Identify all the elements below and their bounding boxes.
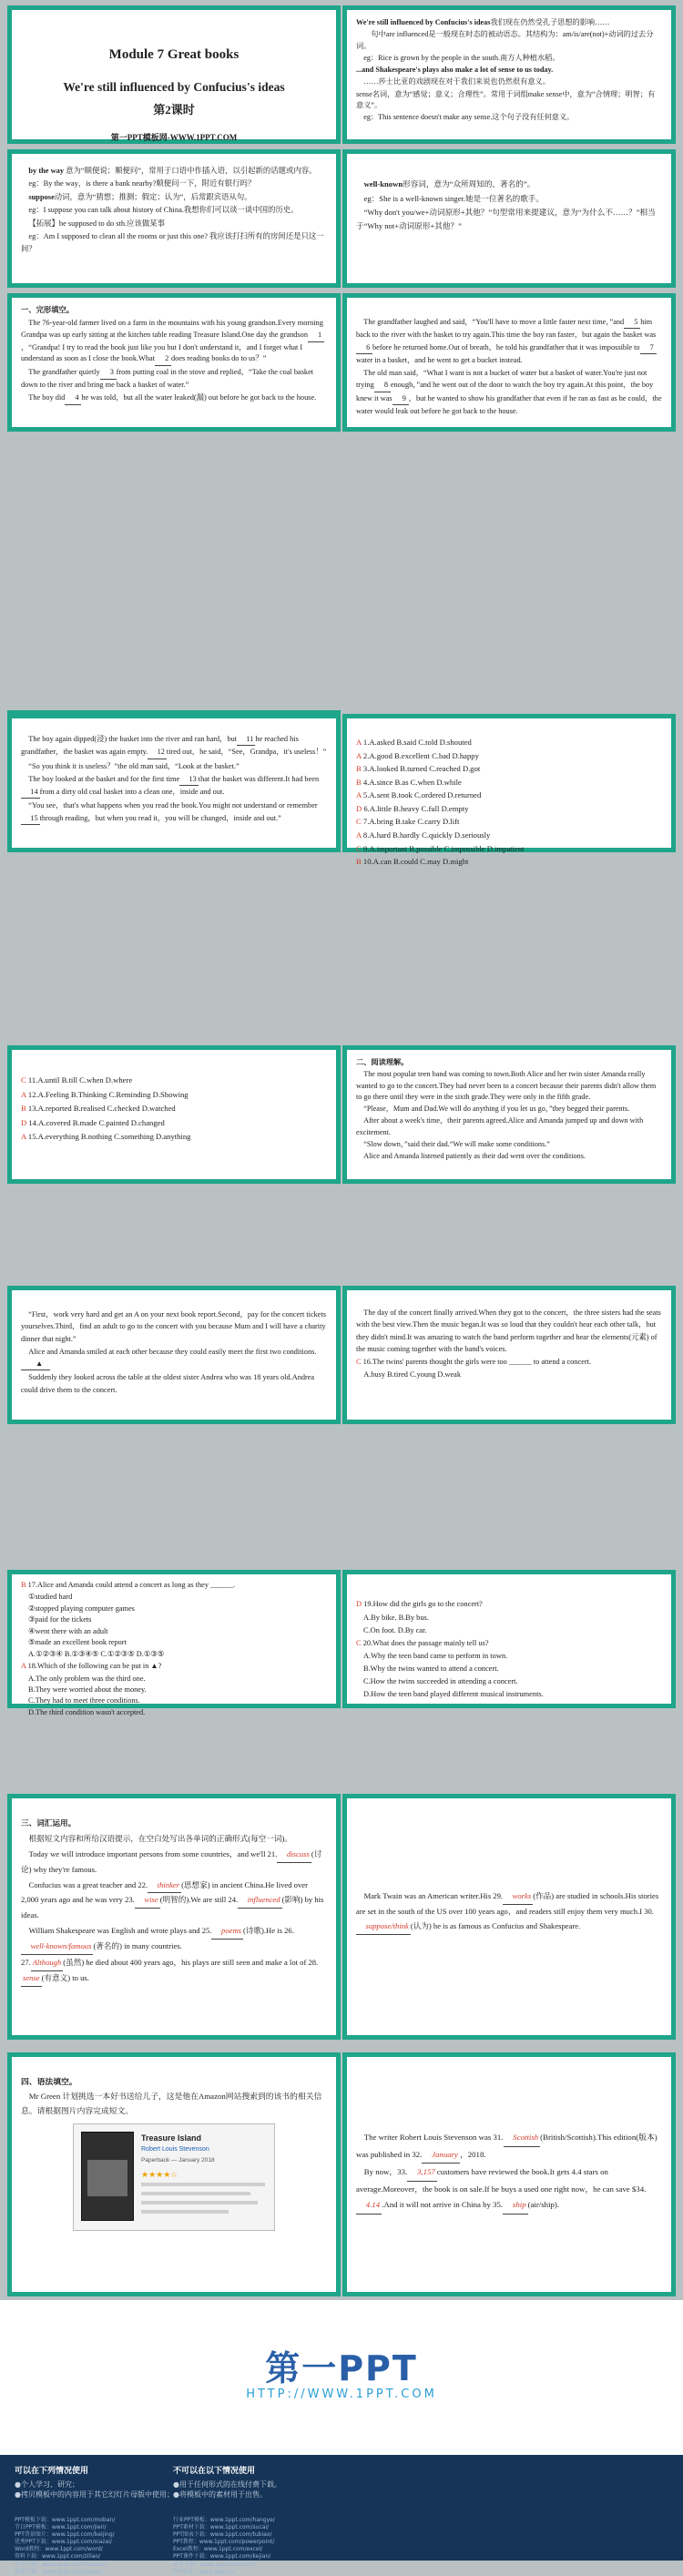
answer-33: 3,157	[407, 2164, 437, 2182]
question-18: A 18.Which of the following can be put in ▲?	[21, 1662, 162, 1671]
slide-cloze-2	[342, 293, 676, 432]
passage-paragraph: Today we will introduce important persons from some countries，and we'll 21. discuss (讨论) why they're famous.	[21, 1848, 322, 1874]
passage-paragraph: The boy looked at the basket and for the first time 13 that the basket was different.It had been14 from a dirty old coal basket into a clean one，inside and out.	[21, 773, 327, 799]
answer-34: 4.14	[356, 2197, 382, 2215]
choice-option: A.The only problem was the third one.	[28, 1674, 146, 1683]
options-list	[21, 1074, 327, 1174]
resource-link[interactable]: 教案下载：www.1ppt.com/jiaoan/	[15, 2568, 103, 2575]
disallowed-uses-title: 不可以在以下情况使用	[173, 2467, 256, 2476]
note-line-cn: 意为“顺便说；顺便问”，常用于口语中作插入语，以引起新的话题或内容。	[66, 167, 317, 175]
note-example: eg：By the way，is there a bank nearby?顺便问一下，附近有银行吗？	[28, 179, 256, 188]
option-answer: B	[21, 1104, 28, 1114]
listing-text-line	[141, 2183, 265, 2186]
slide-notes-2	[7, 149, 341, 288]
note-example: eg：This sentence doesn't make any sense.这个句子没有任何意义。	[363, 113, 575, 122]
passage-paragraph: The day of the concert finally arrived.When they got to the concert，the three sisters had the seats with the best view.Then the music began.It was so loud that they couldn't hear each other talk，but they didn't mind.It was amazing to watch the band perform together and hear the elements(元素) of the music coming together with the band's voices.	[356, 1308, 661, 1353]
usage-line: ●用于任何形式的在线付费下载。	[173, 2480, 281, 2489]
question-18-options	[21, 1674, 327, 1719]
option-text: 7.A.bring B.take C.carry D.lift	[362, 817, 460, 827]
resource-link[interactable]: PPT图表下载：www.1ppt.com/tubiao/	[173, 2531, 272, 2539]
option-answer: C	[21, 1075, 28, 1084]
slide-cloze-3-text	[7, 714, 341, 852]
passage-paragraph: William Shakespeare was English and wrote plays and 25. poems (诗歌).He is 26.well-known/famous (著名的) in many countries.	[21, 1924, 327, 1955]
option-answer: D	[21, 1117, 29, 1127]
resource-link[interactable]: PPT背景图片：www.1ppt.com/beijing/	[15, 2531, 115, 2539]
option-text: 10.A.can B.could C.may D.might	[362, 857, 469, 867]
note-line-cn: 形容词，意为“众所周知的，著名的”。	[403, 179, 535, 188]
slide-vocab-1	[7, 1794, 341, 2040]
blank-12: 12	[148, 746, 167, 759]
book-cover-art	[87, 2160, 127, 2196]
option-row	[356, 789, 662, 802]
note-keyword: suppose	[28, 192, 55, 201]
answer-24: influenced	[238, 1893, 281, 1909]
resource-link[interactable]: 范文下载：www.1ppt.com/fanwen/	[15, 2561, 107, 2568]
slide-notes-3	[342, 149, 676, 288]
slide-options-2	[7, 1045, 341, 1184]
passage-paragraph: By now，33. 3,157 customers have reviewed the book.It gets 4.4 stars on average.Moreover，the book is on sale.If he buys a used one right now，he can save $34.4.14 .And it will not arrive in China by 35. ship (air/ship).	[356, 2164, 662, 2215]
question-17-items	[21, 1592, 327, 1648]
answer-20: C	[356, 1638, 362, 1647]
option-row	[356, 763, 662, 776]
logo-area	[0, 2300, 683, 2455]
option-answer: A	[356, 738, 363, 747]
blank-11: 11	[237, 733, 255, 746]
answer-29: works	[503, 1889, 533, 1905]
note-line	[356, 178, 662, 191]
instructions: 根据短文内容和所给汉语提示，在空白处写出各单词的正确形式(每空一词)。	[28, 1833, 292, 1843]
passage-paragraph: The boy did 4 he was told，but all the water leaked(漏) out before he got back to the house.	[21, 392, 327, 405]
passage-paragraph: After about a week's time，their parents agreed.Alice and Amanda jumped up and down with excitement.	[356, 1116, 644, 1136]
option-row	[356, 843, 662, 856]
passage-paragraph: The most popular teen band was coming to town.Both Alice and her twin sister Amanda really wanted to go to the concert.They had never been to a concert because their parents didn't allow them to go there until they were in the sixth grade.They were only in the fifth grade.	[356, 1070, 657, 1101]
site-url[interactable]: HTTP://WWW.1PPT.COM	[246, 2388, 437, 2401]
answer-19: D	[356, 1600, 362, 1608]
slide-reading-2	[7, 1286, 341, 1424]
passage-paragraph: Alice and Amanda smiled at each other because they could easily meet the first two conditions.▲	[21, 1346, 327, 1371]
blank-7: 7	[640, 341, 657, 354]
usage-line: ●将模板中的素材用于出售。	[173, 2490, 267, 2500]
question-16-options: A.busy B.tired C.young D.weak	[363, 1370, 461, 1380]
resource-links-left	[15, 2517, 115, 2576]
note-line-cn: 我们现在仍然受孔子思想的影响……	[490, 18, 610, 26]
blank-4: 4	[65, 392, 81, 405]
slide-cloze-1	[7, 293, 341, 432]
passage-paragraph: The 76-year-old farmer lived on a farm in the mountains with his young grandson.Every morning Grandpa was up early sitting at the kitchen table reading Treasure Island.One day the grandson 1，“Grandpa! I try to read the book just like you but I don't understand it，and I forget what I understand as soon as I close the book.What 2 does reading books do to us？”	[21, 318, 327, 366]
question-20-options	[356, 1650, 662, 1700]
option-text: 12.A.Feeling B.Thinking C.Reminding D.Showing	[27, 1089, 189, 1099]
blank-5: 5	[624, 316, 640, 329]
section-heading: 二、阅读理解。	[356, 1058, 409, 1066]
option-text: 9.A.important B.possible C.impossible D.impatient	[362, 843, 525, 853]
choice-option: C.How the twins succeeded in attending a concert.	[363, 1677, 518, 1686]
allowed-uses-title: 可以在下列情况使用	[15, 2467, 89, 2476]
template-advertisement	[0, 2300, 683, 2575]
option-text: 8.A.hard B.hardly C.quickly D.seriously	[362, 830, 491, 840]
resource-link[interactable]: 节日PPT模板：www.1ppt.com/jieri/	[15, 2524, 107, 2531]
answer-23: wise	[135, 1893, 160, 1909]
listing-text-line	[141, 2201, 258, 2204]
choice-option: A.By bike. B.By bus.	[363, 1613, 429, 1622]
note-keyword: by the way	[28, 167, 65, 175]
slide-footer: 第一PPT模板网-WWW.1PPT.COM	[110, 133, 238, 143]
note-line	[356, 17, 662, 28]
choice-item: ④went there with an adult	[28, 1626, 108, 1635]
note-line: ……莎士比亚的戏剧现在对于我们来说也仍然很有意义。	[363, 77, 550, 87]
choice-option: D.How the teen band played different musical instruments.	[363, 1690, 544, 1699]
options-list	[356, 737, 662, 867]
answer-35: ship	[503, 2197, 527, 2215]
resource-link[interactable]: Excel教程：www.1ppt.com/excel/	[173, 2546, 263, 2553]
passage-paragraph: Mark Twain was an American writer.His 29. works (作品) are studied in schools.His stories are set in the south of the US over 100 years ago，and readers still enjoy them very much.I 30.suppose/think (认为) he is as famous as Confucius and Shakespeare.	[356, 1889, 662, 1935]
answer-31: Scottish	[504, 2130, 541, 2147]
passage-paragraph: The boy again dipped(浸) the basket into the river and ran hard，but 11 he reached his grandfather，the basket was again empty. 12 tired out，he said，“See，Grandpa，it's useless！”	[21, 733, 327, 759]
choice-option: B.They were worried about the money.	[28, 1685, 147, 1694]
resource-link[interactable]: 试卷下载：www.1ppt.com/shiti/	[173, 2561, 257, 2568]
answer-26: well-known/famous	[21, 1940, 93, 1955]
book-edition: Paperback — January 2018	[141, 2157, 215, 2164]
answer-27: Although	[31, 1956, 64, 1971]
option-row	[21, 1088, 327, 1102]
option-answer: D	[356, 803, 364, 813]
passage-paragraph: 27. Although (虽然) he died about 400 years ago，his plays are still seen and make a lot of 28.sense (有意义) to us.	[21, 1956, 327, 1987]
passage-paragraph: The writer Robert Louis Stevenson was 31. Scottish (British/Scottish).This edition(版本) was published in 32. January ，2018.	[356, 2130, 662, 2164]
book-author: Robert Louis Stevenson	[141, 2146, 209, 2153]
note-example: eg：Am I supposed to clean all the rooms or just this one? 我应该打扫所有的房间还是只这一间？	[21, 232, 324, 253]
listing-text-line	[141, 2192, 250, 2195]
passage-paragraph: The grandfather quietly 3 from putting coal in the stove and replied，“Take the coal basket down to the river and bring me back a basket of water.”	[21, 368, 314, 390]
option-text: 2.A.good B.excellent C.bad D.happy	[362, 750, 479, 760]
question-16: C 16.The twins' parents thought the girls were too ______ to attend a concert.	[356, 1358, 591, 1367]
option-answer: A	[21, 1132, 28, 1142]
passage-paragraph: The grandfather laughed and said，“You'll have to move a little faster next time，”and 5 him back to the river with the basket to try again.This time the boy ran faster，but again the basket was6 before he returned home.Out of breath，he told his grandfather that it was impossible to 7water in a basket，and he went to get a bucket instead.	[356, 318, 657, 364]
note-line	[21, 165, 327, 177]
answer-16: C	[356, 1358, 362, 1367]
option-answer: A	[356, 830, 363, 840]
passage-paragraph: “First，work very hard and get an A on your next book report.Second，pay for the concert tickets yourselves.Third，find an adult to go to the concert with you because Mum and I will have a charity dinner that night.”	[21, 1310, 327, 1343]
resource-link[interactable]: PPT论坛：www.1ppt.cn	[173, 2568, 235, 2575]
listing-text-line	[141, 2210, 229, 2214]
option-row	[21, 1116, 327, 1130]
option-text: 5.A.sent B.took C.ordered D.returned	[362, 790, 482, 800]
resource-link[interactable]: 优秀PPT下载：www.1ppt.com/xiazai/	[15, 2539, 112, 2546]
option-text: 4.A.since B.as C.when D.while	[362, 777, 462, 787]
resource-link[interactable]: PPT模板下载：www.1ppt.com/moban/	[15, 2517, 116, 2523]
option-row	[356, 803, 662, 816]
answer-32: January	[422, 2147, 460, 2164]
answer-28: sense	[21, 1971, 42, 1987]
resource-link[interactable]: PPT教程：www.1ppt.com/powerpoint/	[173, 2539, 275, 2546]
option-text: 15.A.everything B.nothing C.something D.anything	[27, 1132, 191, 1142]
note-keyword: well-known	[363, 179, 403, 188]
choice-item: ⑤made an excellent book report	[28, 1638, 127, 1647]
book-listing-image	[73, 2123, 275, 2231]
choice-option: C.They had to meet three conditions.	[28, 1696, 140, 1705]
option-answer: A	[356, 750, 363, 760]
option-row	[356, 830, 662, 842]
question-17: B 17.Alice and Amanda could attend a concert as long as they ______.	[21, 1581, 236, 1589]
choice-option: A.Why the teen band came to perform in town.	[363, 1652, 508, 1661]
resource-link[interactable]: PPT课件下载：www.1ppt.com/kejian/	[173, 2553, 271, 2561]
choice-item: ①studied hard	[28, 1593, 73, 1602]
passage-paragraph: “Please，Mum and Dad.We will do anything if you let us go，”they begged their parents.	[363, 1105, 630, 1114]
choice-option: D.The third condition wasn't accepted.	[28, 1707, 146, 1716]
choice-option: B.Why the twins wanted to attend a concert.	[363, 1665, 499, 1674]
option-text: 6.A.little B.heavy C.full D.empty	[363, 803, 469, 813]
section-heading: 三、词汇运用。	[21, 1818, 76, 1828]
book-title: Treasure Island	[141, 2133, 202, 2143]
blank-2: 2	[155, 353, 171, 366]
passage-paragraph: Suddenly they looked across the table at the oldest sister Andrea who was 18 years old.Andrea could drive them to the concert.	[21, 1373, 315, 1394]
usage-line: ●拷贝模板中的内容用于其它幻灯片母版中使用；	[15, 2490, 174, 2500]
answer-22: thinker	[148, 1879, 181, 1894]
option-row	[21, 1074, 327, 1087]
question-19: D 19.How did the girls go to the concert?	[356, 1600, 483, 1608]
question-17-options: A.①②③④ B.①③④⑤ C.①②③⑤ D.①③⑤	[28, 1649, 165, 1658]
answer-25: poems	[211, 1924, 243, 1940]
blank-9: 9	[392, 392, 409, 405]
choice-option: C.On foot. D.By car.	[363, 1625, 427, 1634]
resource-links-right	[173, 2517, 275, 2576]
blank-1: 1	[308, 330, 324, 342]
option-row	[356, 856, 662, 869]
option-answer: B	[356, 777, 363, 787]
option-text: 13.A.reported B.realised C.checked D.watched	[27, 1104, 176, 1114]
note-line	[21, 191, 327, 203]
slide-reading-1	[342, 1045, 676, 1184]
book-cover	[81, 2132, 134, 2221]
gap-mark: ▲	[21, 1358, 50, 1370]
blank-6: 6	[356, 341, 372, 354]
blank-15: 15	[21, 812, 40, 825]
note-line: sense名词，意为“感觉；意义；合理性”。常用于词组make sense中，意为“合情理；明智；有意义”。	[356, 89, 656, 110]
option-row	[21, 1130, 327, 1144]
disallowed-uses-list	[173, 2479, 364, 2500]
note-line: 句中are influenced是一般现在时态的被动语态。其结构为：am/is/are(not)+动词的过去分词。	[356, 30, 654, 50]
option-answer: C	[356, 843, 363, 853]
resource-link[interactable]: PPT素材下载：www.1ppt.com/sucai/	[173, 2524, 270, 2531]
note-heading: We're still influenced by Confucius's ideas	[356, 18, 491, 26]
passage-paragraph: Confucius was a great teacher and 22. thinker (思想家) in ancient China.He lived over 2,000 years ago and he was very 23. wise (明智的).We are still 24. influenced (影响) by his ideas.	[21, 1879, 324, 1920]
note-example: eg：She is a well-known singer.她是一位著名的歌手。	[363, 193, 544, 203]
question-19-options	[356, 1612, 662, 1637]
slide-options-1	[342, 714, 676, 867]
option-answer: B	[356, 764, 363, 774]
question-20: C 20.What does the passage mainly tell us?	[356, 1638, 489, 1647]
note-line-cn: 动词，意为“猜想；推测；假定；认为”，后常跟宾语从句。	[54, 192, 252, 201]
option-row	[356, 777, 662, 789]
blank-3: 3	[100, 367, 117, 380]
passage-paragraph: “You see，that's what happens when you read the book.You might not understand or remember15 through reading，but when you read it，you will be changed，inside and out.”	[21, 799, 327, 825]
section-heading: 一、完形填空。	[21, 306, 75, 314]
option-text: 11.A.until B.till C.when D.where	[27, 1075, 133, 1084]
slide-notes-1	[342, 5, 676, 144]
slide-grammar-1	[7, 2052, 341, 2296]
note-line: “Why don't you/we+动词原形+其他？”句型常用来提建议，意为“为什么不……？”相当于“Why not+动词原形+其他？”	[356, 208, 656, 230]
option-text: 14.A.covered B.made C.painted D.changed	[28, 1117, 165, 1127]
note-example: eg：Rice is grown by the people in the south.南方人种植水稻。	[363, 53, 560, 62]
rating-stars: ★★★★☆	[141, 2170, 178, 2180]
disallowed-uses	[173, 2464, 364, 2500]
option-answer: A	[21, 1089, 28, 1099]
passage-paragraph: The old man said，“What I want is not a bucket of water but a basket of water.You're just not trying 8 enough，”and he went out of the door to watch the boy try again.At this point，the boy knew it was 9 ，but he wanted to show his grandfather that even if he ran as fast as he could，the water would leak out before he got back to the house.	[356, 369, 662, 415]
blank-14: 14	[21, 786, 40, 799]
note-heading: ...and Shakespeare's plays also make a lot of sense to us today.	[356, 66, 554, 75]
resource-link[interactable]: 资料下载：www.1ppt.com/ziliao/	[15, 2553, 101, 2561]
option-answer: A	[356, 790, 363, 800]
slide-title	[7, 5, 341, 144]
passage-paragraph: “So you think it is useless？”the old man said，“Look at the basket.”	[28, 761, 240, 770]
option-row	[356, 750, 662, 763]
passage-paragraph: Alice and Amanda listened patiently as their dad went over the conditions.	[363, 1152, 586, 1161]
instructions: Mr Green 计划挑选一本好书送给儿子，这是他在Amazon网站搜索到的该书的相关信息。请根据图片内容完成短文。	[21, 2092, 322, 2115]
period-label: 第2课时	[153, 103, 195, 117]
option-answer: C	[356, 817, 363, 827]
usage-terms-band	[0, 2455, 683, 2575]
option-row	[21, 1102, 327, 1115]
answer-30: suppose/think	[356, 1919, 411, 1935]
passage-paragraph: “Slow down，”said their dad.“We will make some conditions.”	[363, 1140, 550, 1149]
answer-18: A	[21, 1662, 26, 1671]
option-row	[356, 737, 662, 749]
usage-line: ●个人学习、研究；	[15, 2480, 79, 2489]
option-text: 1.A.asked B.said C.told D.shouted	[362, 738, 472, 747]
answer-21: discuss	[277, 1848, 311, 1863]
choice-item: ③paid for the tickets	[28, 1615, 92, 1624]
blank-8: 8	[374, 379, 391, 392]
option-answer: B	[356, 857, 363, 867]
slide-vocab-2	[342, 1794, 676, 2040]
section-heading: 四、语法填空。	[21, 2077, 77, 2086]
slide-reading-3	[342, 1286, 676, 1424]
site-logo: 第一PPT	[265, 2348, 418, 2388]
lesson-subtitle: We're still influenced by Confucius's ideas	[63, 80, 285, 95]
module-title: Module 7 Great books	[108, 47, 240, 62]
blank-13: 13	[179, 773, 199, 786]
resource-link[interactable]: 行业PPT模板：www.1ppt.com/hangye/	[173, 2517, 275, 2523]
answer-17: B	[21, 1581, 26, 1589]
option-text: 3.A.looked B.turned C.reached D.got	[362, 764, 481, 774]
note-extension: 【拓展】be supposed to do sth.应该做某事	[28, 219, 165, 228]
note-example: eg：I suppose you can talk about history of China.我想你们可以谈一谈中国的历史。	[28, 206, 299, 215]
resource-link[interactable]: Word教程：www.1ppt.com/word/	[15, 2546, 103, 2553]
option-row	[356, 816, 662, 829]
slide-questions-2	[342, 1570, 676, 1708]
slide-questions-1	[7, 1570, 341, 1716]
slide-grammar-2	[342, 2052, 676, 2296]
choice-item: ②stopped playing computer games	[28, 1604, 135, 1613]
